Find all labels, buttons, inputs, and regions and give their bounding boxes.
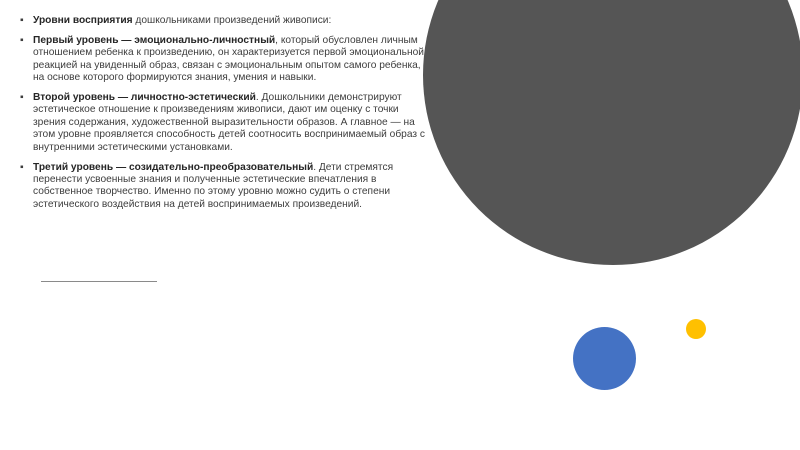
bullet-icon: ▪ [20, 34, 24, 46]
bullet-item-first-level [20, 35, 432, 85]
item-heading: Первый уровень — эмоционально-личностный [33, 34, 276, 46]
bullet-icon: ▪ [20, 92, 24, 104]
item-text: . Дети стремятся перенести усвоенные знания и полученные эстетические впечатления в собственное творчество. Именно по этому уровню можно судить о степени эстетического воздействия на детей воспринимаемых произведений. [33, 161, 394, 210]
item-heading: Третий уровень — созидательно-преобразовательный [33, 161, 314, 173]
text-body [20, 15, 432, 219]
bullet-item-levels-intro [20, 15, 432, 27]
item-text: , который обусловлен личным отношением ребенка к произведению, он характеризуется первой эмоциональной реакцией на увиденный образ, связан с эмоциональным опытом самого ребенка, на основе которого формируются знания, умения и навыки. [33, 34, 424, 84]
decorative-yellow-circle [686, 319, 706, 339]
item-text: . Дошкольники демонстрируют эстетическое отношение к произведениям живописи, дают им оценку с точки зрения содержания, художественной выразительности образов. А главное — на этом уровне проявляется способность детей соотносить воспринимаемый образ с внутренними эстетическими установками. [33, 92, 425, 153]
bullet-item-third-level [20, 162, 432, 212]
bullet-item-second-level [20, 92, 432, 154]
bullet-icon: ▪ [20, 15, 24, 26]
decorative-large-circle [423, 0, 800, 265]
bullet-icon: ▪ [20, 161, 24, 173]
decorative-blue-circle [573, 327, 636, 390]
item-heading: Второй уровень — личностно-эстетический [33, 92, 256, 104]
item-text: дошкольниками произведений живописи: [132, 15, 332, 26]
divider-line [41, 281, 157, 282]
item-heading: Уровни восприятия [33, 15, 133, 26]
